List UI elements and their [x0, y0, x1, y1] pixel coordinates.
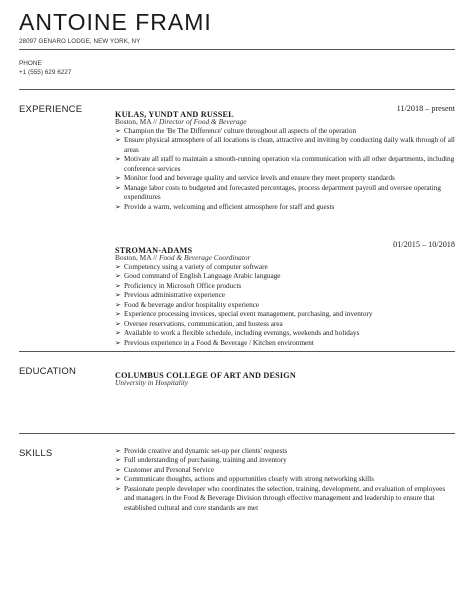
list-item: ➢ Proficiency in Microsoft Office products [115, 281, 242, 290]
list-item: ➢ Good command of English Language Arabic language [115, 272, 281, 281]
arrow-bullet-icon: ➢ [115, 202, 122, 211]
job-title: Director of Food & Beverage [158, 117, 247, 126]
list-item: ➢ Full understanding of purchasing, training and inventory [115, 456, 287, 465]
list-item: ➢ Communicate thoughts, actions and opportunities clearly with strong networking skills [115, 475, 374, 484]
arrow-bullet-icon: ➢ [115, 300, 122, 309]
arrow-bullet-icon: ➢ [115, 338, 122, 347]
header-divider [19, 49, 455, 50]
degree: University in Hospitality [115, 378, 189, 387]
list-item: ➢ Experience processing invoices, special event management, purchasing, and inventory [115, 310, 373, 319]
phone-number: +1 (555) 629 6227 [19, 69, 72, 76]
arrow-bullet-icon: ➢ [115, 291, 122, 300]
section-divider [19, 351, 455, 352]
job-title: Food & Beverage Coordinator [158, 253, 251, 262]
candidate-name: ANTOINE FRAMI [19, 9, 212, 35]
arrow-bullet-icon: ➢ [115, 456, 122, 465]
company-name: KULAS, YUNDT AND RUSSEL [115, 110, 234, 119]
arrow-bullet-icon: ➢ [115, 319, 122, 328]
skills-list-block [115, 447, 455, 513]
job-responsibilities [115, 263, 455, 348]
list-item: ➢ Oversee reservations, communication, and hostess area [115, 319, 283, 328]
list-item: ➢ Provide a warm, welcoming and efficient atmosphere for staff and guests [115, 202, 335, 211]
title-separator: // [151, 117, 159, 126]
list-item: ➢ Passionate people developer who coordinates the selection, training, development, and evaluation of employees and managers in the Food & Beverage Division through effective management and leadership to ensure that established cultural and core standards are met [115, 484, 446, 512]
arrow-bullet-icon: ➢ [115, 183, 122, 192]
list-item: ➢ Manage labor costs to budgeted and forecasted percentages, process department payroll and oversee operating expenditures [115, 183, 441, 202]
skills-list [115, 447, 455, 513]
company-name: STROMAN-ADAMS [115, 246, 193, 255]
address: 28097 GENARO LODGE, NEW YORK, NY [19, 38, 141, 45]
list-item: ➢ Provide creative and dynamic set-up per clients' requests [115, 447, 288, 455]
arrow-bullet-icon: ➢ [115, 174, 122, 183]
title-separator: // [151, 253, 159, 262]
list-item: ➢ Food & beverage and/or hospitality experience [115, 300, 260, 309]
school-name: COLUMBUS COLLEGE OF ART AND DESIGN [115, 371, 296, 380]
education-entry [115, 365, 455, 388]
section-heading-education: EDUCATION [19, 366, 77, 377]
arrow-bullet-icon: ➢ [115, 475, 122, 484]
arrow-bullet-icon: ➢ [115, 281, 122, 290]
arrow-bullet-icon: ➢ [115, 447, 122, 455]
arrow-bullet-icon: ➢ [115, 310, 122, 319]
list-item: ➢ Ensure physical atmosphere of all locations is clean, attractive and inviting by conducting daily walk through of all areas [115, 136, 455, 154]
list-item: ➢ Champion the 'Be The Difference' culture throughout all aspects of the operation [115, 127, 357, 135]
arrow-bullet-icon: ➢ [115, 127, 122, 135]
section-heading-skills: SKILLS [19, 448, 53, 459]
arrow-bullet-icon: ➢ [115, 272, 122, 281]
section-heading-experience: EXPERIENCE [19, 104, 83, 115]
job-location: Boston, MA [115, 253, 152, 262]
arrow-bullet-icon: ➢ [115, 263, 122, 271]
arrow-bullet-icon: ➢ [115, 465, 122, 474]
education-header [115, 365, 455, 380]
list-item: ➢ Competency using a variety of computer software [115, 263, 268, 271]
list-item: ➢ Motivate all staff to maintain a smooth-running operation via communication with all other departments, including conference services [115, 155, 455, 173]
list-item: ➢ Previous administrative experience [115, 291, 225, 300]
job-responsibilities [115, 127, 455, 212]
job-dates: 11/2018 – present [396, 104, 455, 113]
arrow-bullet-icon: ➢ [115, 136, 122, 145]
arrow-bullet-icon: ➢ [115, 155, 122, 164]
job-entry [115, 240, 455, 348]
arrow-bullet-icon: ➢ [115, 329, 122, 338]
job-header [115, 240, 455, 255]
arrow-bullet-icon: ➢ [115, 484, 122, 493]
list-item: ➢ Available to work a flexible schedule, including evenings, weekends and holidays [115, 329, 360, 338]
list-item: ➢ Previous experience in a Food & Beverage / Kitchen environment [115, 338, 314, 347]
job-dates: 01/2015 – 10/2018 [393, 240, 455, 249]
job-header [115, 104, 455, 119]
phone-label: PHONE [19, 60, 42, 67]
list-item: ➢ Monitor food and beverage quality and service levels and ensure they meet property standards [115, 174, 395, 183]
job-entry [115, 104, 455, 212]
section-divider [19, 433, 455, 434]
section-divider [19, 89, 455, 90]
job-location: Boston, MA [115, 117, 152, 126]
list-item: ➢ Customer and Personal Service [115, 465, 215, 474]
